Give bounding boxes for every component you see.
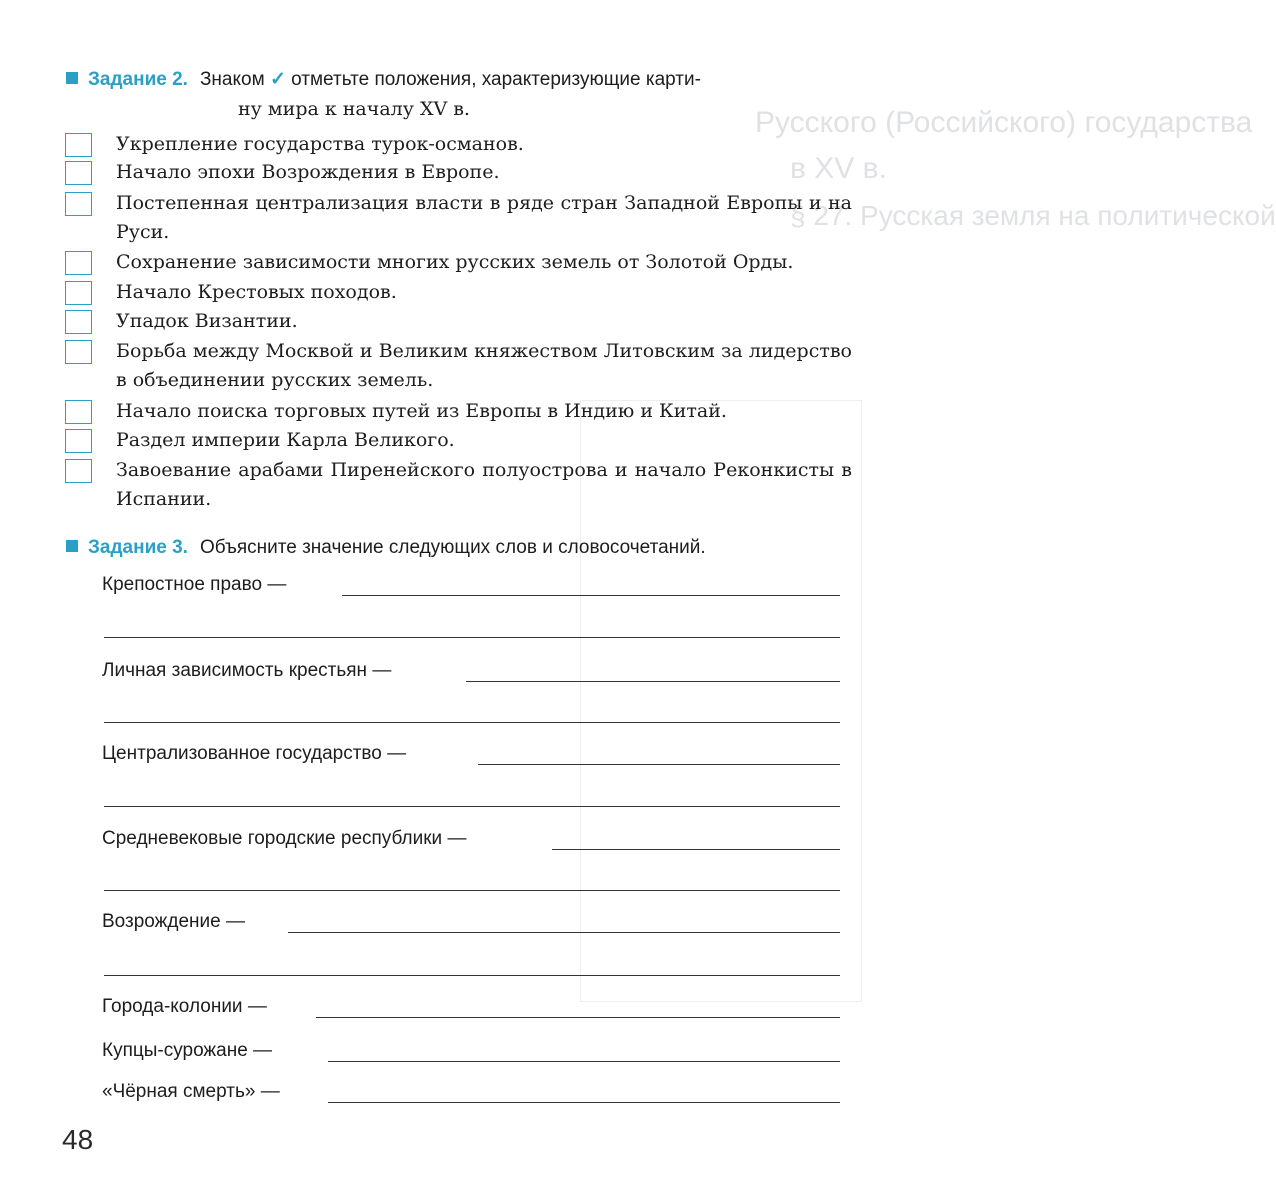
- task2-item: Начало Крестовых походов.: [116, 281, 397, 303]
- term-label: Города-колонии —: [102, 996, 267, 1017]
- task2-item: Начало эпохи Возрождения в Европе.: [116, 161, 500, 183]
- checkmark-icon: ✓: [269, 69, 286, 90]
- answer-line[interactable]: [478, 764, 840, 765]
- answer-line[interactable]: [288, 932, 840, 933]
- task2-text-line2: ну мира к началу XV в.: [238, 98, 470, 120]
- term-label: Крепостное право —: [102, 574, 287, 595]
- answer-line[interactable]: [328, 1102, 840, 1103]
- task2-text-before: Знаком: [199, 69, 265, 90]
- answer-line[interactable]: [104, 975, 840, 976]
- task2-item: Сохранение зависимости многих русских земель от Золотой Орды.: [116, 251, 794, 273]
- bleed-line: Русского (Российского) государства: [755, 106, 1253, 139]
- term-label: Личная зависимость крестьян —: [102, 660, 392, 681]
- answer-line[interactable]: [342, 595, 840, 596]
- checkbox[interactable]: [65, 340, 92, 364]
- checkbox[interactable]: [65, 251, 92, 275]
- task-marker-icon: [66, 540, 78, 552]
- task2-item: Упадок Византии.: [116, 310, 298, 332]
- term-label: Возрождение —: [102, 911, 245, 932]
- task2-item: Начало поиска торговых путей из Европы в Индию и Китай.: [116, 400, 727, 422]
- term-label: Централизованное государство —: [102, 743, 407, 764]
- term-label: Средневековые городские республики —: [102, 828, 467, 849]
- task-marker-icon: [66, 72, 78, 84]
- checkbox[interactable]: [65, 310, 92, 334]
- checkbox[interactable]: [65, 161, 92, 185]
- task2-item: Укрепление государства турок-османов.: [116, 133, 524, 155]
- answer-line[interactable]: [316, 1017, 840, 1018]
- checkbox[interactable]: [65, 281, 92, 305]
- task3-number: Задание 3.: [88, 537, 188, 558]
- checkbox[interactable]: [65, 133, 92, 157]
- bleed-line: § 27. Русская земля на политической: [790, 200, 1276, 231]
- answer-line[interactable]: [104, 806, 840, 807]
- task2-item: Борьба между Москвой и Великим княжеством Литовским за лидерство в объединении русских земель.: [116, 340, 852, 391]
- term-label: Купцы-сурожане —: [102, 1040, 273, 1061]
- task2-item: Раздел империи Карла Великого.: [116, 429, 455, 451]
- task2-item: Завоевание арабами Пиренейского полуострова и начало Реконкисты в Испании.: [116, 459, 852, 510]
- answer-line[interactable]: [466, 681, 840, 682]
- checkbox[interactable]: [65, 429, 92, 453]
- term-label: «Чёрная смерть» —: [102, 1081, 280, 1102]
- answer-line[interactable]: [104, 637, 840, 638]
- task3-header: [66, 537, 706, 559]
- task2-item: Постепенная централизация власти в ряде стран Западной Европы и на Руси.: [116, 192, 852, 243]
- answer-line[interactable]: [104, 722, 840, 723]
- answer-line[interactable]: [552, 849, 840, 850]
- checkbox[interactable]: [65, 192, 92, 216]
- bleed-line: в XV в.: [790, 152, 887, 185]
- task2-header: [66, 68, 701, 91]
- task3-text: Объясните значение следующих слов и словосочетаний.: [199, 537, 706, 558]
- task2-number: Задание 2.: [88, 69, 188, 90]
- task2-text-after: отметьте положения, характеризующие карти-: [291, 69, 701, 90]
- checkbox[interactable]: [65, 459, 92, 483]
- page-number: 48: [62, 1124, 94, 1155]
- answer-line[interactable]: [104, 890, 840, 891]
- checkbox[interactable]: [65, 400, 92, 424]
- answer-line[interactable]: [328, 1061, 840, 1062]
